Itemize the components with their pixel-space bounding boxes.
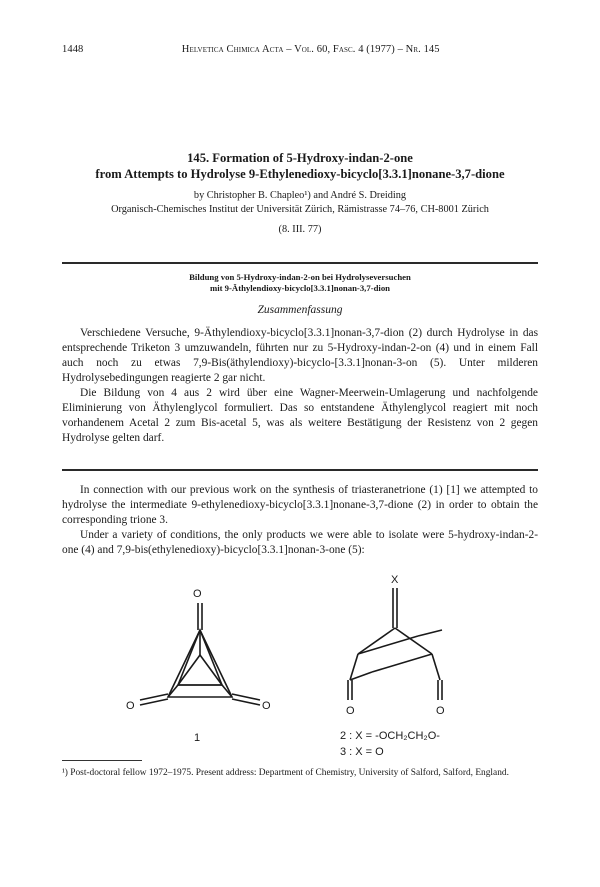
summary-title: [62, 272, 538, 294]
authors: by Christopher B. Chapleo¹) and André S. Dreiding: [193, 190, 407, 201]
summary-bottom-rule: [62, 469, 538, 471]
body-paragraph-1: In connection with our previous work on the synthesis of triasteranetrione (1) [1] we attempted to hydrolyse the intermediate 9-ethylenedioxy-bicyclo[3.3.1]nonane-3,7-dione (2) in order to obtain the corresponding trione 3.: [62, 484, 538, 526]
structure-1-label: 1: [194, 732, 201, 744]
summary-paragraph-1: Verschiedene Versuche, 9-Äthylendioxy-bicyclo[3.3.1]nonan-3,7-dion (2) durch Hydrolyse in das entsprechende Triketon 3 umzuwandeln, führten nur zu 5-Hydroxy-indan-2-on (4) und in einem Fall auch noch zu etwas 7,9-Bis(äthylendioxy)-bicyclo-[3.3.1]nonan-3-on (5). Unter milderen Hydrolysebedingungen reagierte 2 gar nicht.: [62, 327, 538, 384]
structure-2-oxygen-right: O: [436, 705, 445, 717]
journal-header: Helvetica Chimica Acta – Vol. 60, Fasc. 4 (1977) – Nr. 145: [181, 44, 440, 55]
structure-2-legend-line1: 2 : X = -OCH₂CH₂O-: [340, 730, 440, 742]
structure-2-oxygen-left: O: [346, 705, 355, 717]
summary-top-rule: [62, 262, 538, 264]
body-text: [62, 483, 538, 558]
title-block: [40, 150, 560, 235]
summary-title-line1: Bildung von 5-Hydroxy-indan-2-on bei Hydrolyseversuchen: [189, 272, 411, 282]
summary-label: Zusammenfassung: [257, 304, 343, 316]
running-head: [62, 44, 538, 55]
summary-paragraph-2: Die Bildung von 4 aus 2 wird über eine Wagner-Meerwein-Umlagerung und nachfolgende Eliminierung von Äthylenglycol formuliert. Das so entstandene Äthylenglycol reagiert mit noch vorhandenem Acetal 2 zum Bis-acetal 5, was als weitere Bestätigung der Resistenz von 2 gegen Hydrolyse gelten darf.: [62, 387, 538, 444]
body-paragraph-2: Under a variety of conditions, the only products we were able to isolate were 5-hydroxy-indan-2-one (4) and 7,9-bis(ethylenedioxy)-bicyclo[3.3.1]nonan-3-one (5):: [62, 529, 538, 556]
structure-2-3-bicyclononane: [320, 572, 470, 722]
footnote-rule: [62, 760, 142, 761]
structure-1-oxygen-top: O: [193, 588, 202, 600]
structure-1-triasteranetrione: [120, 575, 280, 725]
structure-1-oxygen-right: O: [262, 700, 271, 712]
received-date: (8. III. 77): [278, 224, 322, 235]
structure-1-oxygen-left: O: [126, 700, 135, 712]
article-title-line1: 145. Formation of 5-Hydroxy-indan-2-one: [187, 151, 413, 165]
structure-2-substituent-x: X: [391, 574, 399, 586]
article-title-line2: from Attempts to Hydrolyse 9-Ethylenedioxy-bicyclo[3.3.1]nonane-3,7-dione: [95, 167, 505, 181]
page-number: 1448: [62, 44, 84, 55]
summary-title-line2: mit 9-Äthylendioxy-bicyclo[3.3.1]nonan-3,7-dion: [209, 283, 391, 293]
summary-text: [62, 326, 538, 446]
affiliation: Organisch-Chemisches Institut der Universität Zürich, Rämistrasse 74–76, CH-8001 Zürich: [111, 204, 489, 215]
structure-2-legend-line2: 3 : X = O: [340, 746, 384, 758]
footnote: ¹) Post-doctoral fellow 1972–1975. Present address: Department of Chemistry, University of Salford, Salford, England.: [62, 768, 509, 778]
